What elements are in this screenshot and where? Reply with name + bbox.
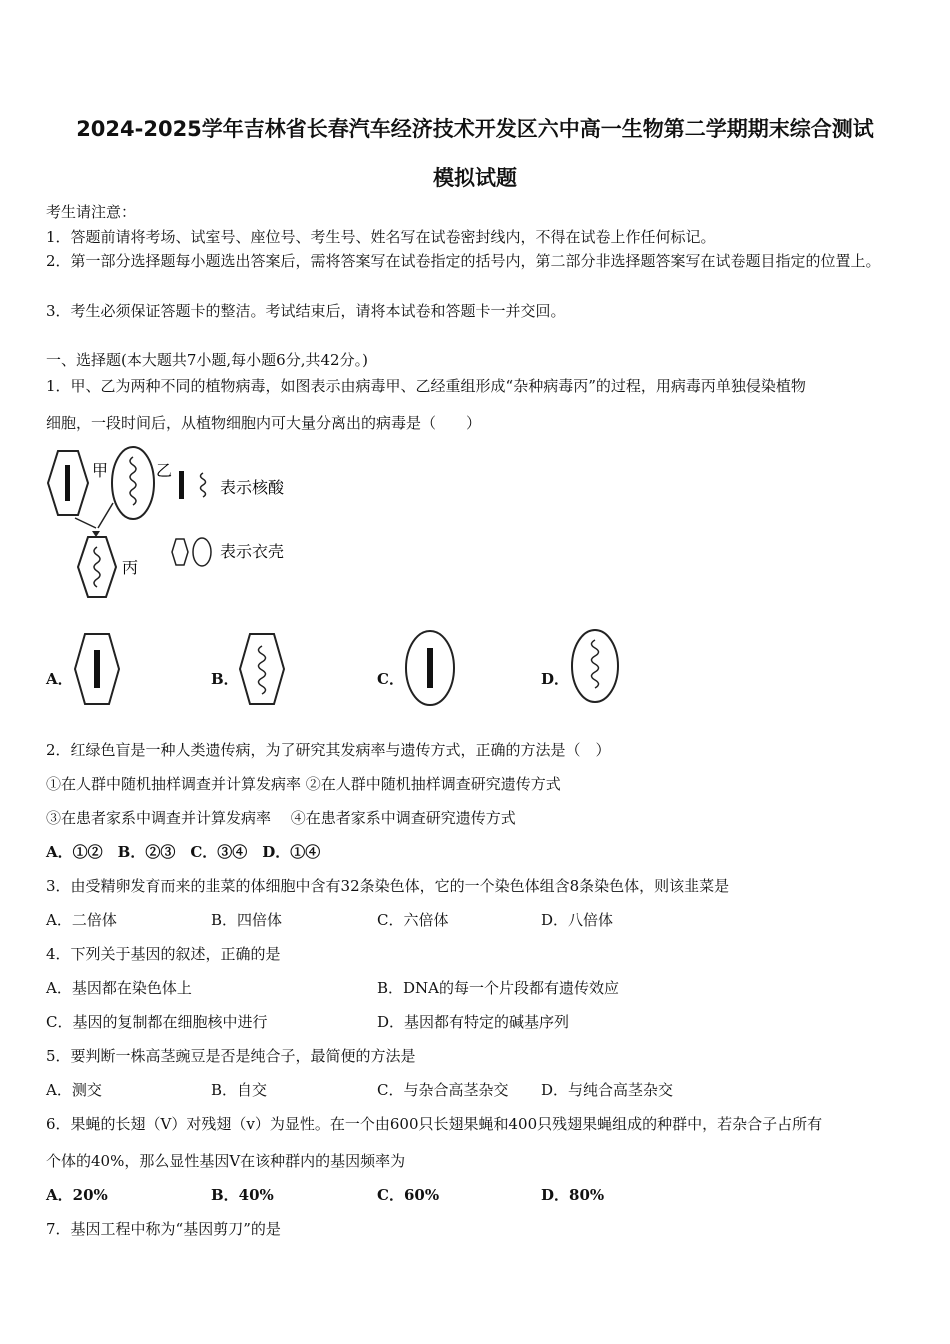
q1-option-b-label: B． [211,670,239,688]
q1-option-a-label: A． [46,670,73,688]
label-jia: 甲 [92,461,109,480]
section-heading: 一、选择题(本大题共7小题,每小题6分,共42分。) [46,351,368,369]
q3-option-d[interactable]: D．八倍体 [541,911,614,929]
q1-recombination-figure [40,443,310,603]
exam-title-line2: 模拟试题 [433,166,517,190]
legend-nucleic-acid [179,471,206,499]
notice-item: 1．答题前请将考场、试室号、座位号、考生号、姓名写在试卷密封线内，不得在试卷上作任何标记。 [46,228,716,246]
q4-stem: 4．下列关于基因的叙述，正确的是 [46,945,281,963]
exam-title-line1: 2024-2025学年吉林省长春汽车经济技术开发区六中高一生物第二学期期末综合测试 [76,117,874,141]
q1-option-d-label: D． [541,670,570,688]
legend-capsid-label: 表示衣壳 [220,542,285,561]
notice-item: 2．第一部分选择题每小题选出答案后，需将答案写在试卷指定的括号内，第二部分非选择题答案写在试卷题目指定的位置上。 [46,252,881,270]
q1-option-b-virus[interactable] [237,632,287,706]
q1-stem-line2: 细胞，一段时间后，从植物细胞内可大量分离出的病毒是（ ） [46,414,482,432]
q2-stem: 2．红绿色盲是一种人类遗传病，为了研究其发病率与遗传方式，正确的方法是（ ） [46,741,611,759]
q4-option-d[interactable]: D．基因都有特定的碱基序列 [377,1013,570,1031]
q3-option-c[interactable]: C．六倍体 [377,911,449,929]
q5-option-a[interactable]: A．测交 [46,1081,102,1099]
q4-option-a[interactable]: A．基因都在染色体上 [46,979,192,997]
q3-option-a[interactable]: A．二倍体 [46,911,117,929]
q1-option-c-virus[interactable] [403,628,457,708]
virus-yi [112,447,154,519]
q7-stem: 7．基因工程中称为“基因剪刀”的是 [46,1220,281,1238]
q4-option-b[interactable]: B．DNA的每一个片段都有遗传效应 [377,979,620,997]
q2-statement-line1: ①在人群中随机抽样调查并计算发病率 ②在人群中随机抽样调查研究遗传方式 [46,775,561,793]
q1-option-c-label: C． [377,670,404,688]
q6-stem-line1: 6．果蝇的长翅（V）对残翅（v）为显性。在一个由600只长翅果蝇和400只残翅果蝇组成的种群中，若杂合子占所有 [46,1115,823,1133]
notice-item: 3．考生必须保证答题卡的整洁。考试结束后，请将本试卷和答题卡一并交回。 [46,302,566,320]
virus-jia [48,451,88,515]
q6-option-d[interactable]: D．80% [541,1186,605,1204]
q5-option-b[interactable]: B．自交 [211,1081,268,1099]
label-yi: 乙 [156,461,173,480]
q6-option-c[interactable]: C．60% [377,1186,440,1204]
q4-option-c[interactable]: C．基因的复制都在细胞核中进行 [46,1013,268,1031]
q6-option-b[interactable]: B．40% [211,1186,274,1204]
q5-option-c[interactable]: C．与杂合高茎杂交 [377,1081,509,1099]
notice-heading: 考生请注意： [46,203,137,221]
q3-stem: 3．由受精卵发育而来的韭菜的体细胞中含有32条染色体，它的一个染色体组含8条染色体，则该韭菜是 [46,877,730,895]
q3-option-b[interactable]: B．四倍体 [211,911,283,929]
q5-stem: 5．要判断一株高茎豌豆是否是纯合子，最简便的方法是 [46,1047,416,1065]
q6-option-a[interactable]: A．20% [46,1186,108,1204]
q2-options[interactable]: A．①② B．②③ C．③④ D．①④ [46,843,321,861]
label-bing: 丙 [122,558,139,577]
q6-stem-line2: 个体的40%，那么显性基因V在该种群内的基因频率为 [46,1152,406,1170]
q1-option-a-virus[interactable] [72,632,122,706]
legend-capsid [172,538,211,566]
q2-statement-line2: ③在患者家系中调查并计算发病率 ④在患者家系中调查研究遗传方式 [46,809,516,827]
q1-stem-line1: 1．甲、乙为两种不同的植物病毒，如图表示由病毒甲、乙经重组形成“杂种病毒丙”的过程，用病毒丙单独侵染植物 [46,377,806,395]
virus-bing [78,537,116,597]
legend-nucleic-label: 表示核酸 [220,478,285,497]
q5-option-d[interactable]: D．与纯合高茎杂交 [541,1081,674,1099]
q1-option-d-virus[interactable] [568,626,622,706]
